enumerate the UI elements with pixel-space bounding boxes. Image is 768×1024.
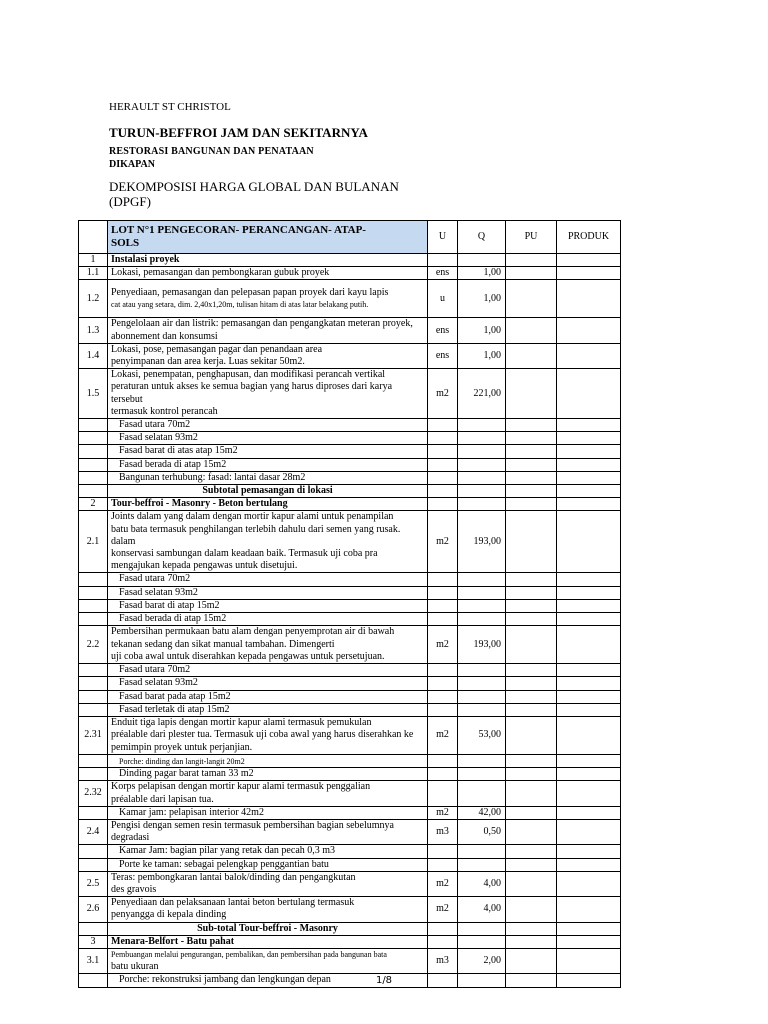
item-product bbox=[557, 613, 621, 626]
table-row bbox=[79, 626, 621, 664]
item-product bbox=[557, 498, 621, 511]
item-unit-price bbox=[506, 717, 557, 755]
item-number: 3.1 bbox=[79, 948, 108, 973]
table-row bbox=[79, 768, 621, 781]
item-quantity bbox=[458, 845, 506, 858]
document-type-line1: DEKOMPOSISI HARGA GLOBAL DAN BULANAN bbox=[109, 179, 399, 194]
item-unit-price bbox=[506, 419, 557, 432]
item-unit-price bbox=[506, 369, 557, 419]
item-description: Dinding pagar barat taman 33 m2 bbox=[108, 768, 428, 781]
item-unit: ens bbox=[428, 343, 458, 368]
table-row bbox=[79, 458, 621, 471]
item-unit: m2 bbox=[428, 897, 458, 922]
table-row bbox=[79, 445, 621, 458]
table-row bbox=[79, 280, 621, 318]
item-unit-price bbox=[506, 586, 557, 599]
item-unit-price bbox=[506, 690, 557, 703]
item-unit-price bbox=[506, 664, 557, 677]
item-product bbox=[557, 922, 621, 935]
item-number: 2.32 bbox=[79, 781, 108, 806]
item-quantity bbox=[458, 573, 506, 586]
item-description: Joints dalam yang dalam dengan mortir kapur alami untuk penampilan batu bata termasuk penghilangan terlebih dahulu dari semen yang rusak. dalam konservasi sambungan dalam keadaan baik. Termasuk uji coba pra mengajukan kepada pengawas untuk disetujui. bbox=[108, 511, 428, 573]
item-number: 2 bbox=[79, 498, 108, 511]
item-quantity bbox=[458, 690, 506, 703]
item-quantity: 193,00 bbox=[458, 511, 506, 573]
item-quantity: 1,00 bbox=[458, 343, 506, 368]
item-unit: m2 bbox=[428, 871, 458, 896]
item-unit bbox=[428, 432, 458, 445]
item-quantity: 4,00 bbox=[458, 871, 506, 896]
item-unit bbox=[428, 845, 458, 858]
item-product bbox=[557, 280, 621, 318]
item-product bbox=[557, 626, 621, 664]
item-product bbox=[557, 935, 621, 948]
item-unit bbox=[428, 254, 458, 267]
item-product bbox=[557, 419, 621, 432]
item-unit-price bbox=[506, 858, 557, 871]
table-row bbox=[79, 613, 621, 626]
item-description: Fasad barat di atap 15m2 bbox=[108, 599, 428, 612]
item-product bbox=[557, 599, 621, 612]
item-quantity bbox=[458, 781, 506, 806]
item-quantity bbox=[458, 586, 506, 599]
item-unit bbox=[428, 419, 458, 432]
item-number bbox=[79, 458, 108, 471]
item-unit-price bbox=[506, 458, 557, 471]
item-product bbox=[557, 343, 621, 368]
item-number bbox=[79, 613, 108, 626]
item-number bbox=[79, 755, 108, 768]
item-quantity bbox=[458, 599, 506, 612]
item-unit-price bbox=[506, 703, 557, 716]
item-product bbox=[557, 445, 621, 458]
item-unit bbox=[428, 755, 458, 768]
item-unit-price bbox=[506, 781, 557, 806]
item-product bbox=[557, 458, 621, 471]
item-description: Porche: rekonstruksi jambang dan lengkungan depan bbox=[108, 974, 428, 987]
item-unit bbox=[428, 485, 458, 498]
item-description: Fasad utara 70m2 bbox=[108, 664, 428, 677]
lot-title: LOT N°1 PENGECORAN- PERANCANGAN- ATAP- SOLS bbox=[108, 221, 428, 254]
item-description: Instalasi proyek bbox=[108, 254, 428, 267]
item-description: Lokasi, penempatan, penghapusan, dan modifikasi perancah vertikal peraturan untuk akses ke semua bagian yang harus diproses dari karya tersebut termasuk kontrol perancah bbox=[108, 369, 428, 419]
item-description: Lokasi, pose, pemasangan pagar dan penandaan area penyimpanan dan area kerja. Luas sekitar 50m2. bbox=[108, 343, 428, 368]
item-unit-price bbox=[506, 613, 557, 626]
item-number bbox=[79, 677, 108, 690]
item-product bbox=[557, 369, 621, 419]
item-number bbox=[79, 768, 108, 781]
item-unit bbox=[428, 613, 458, 626]
item-number: 2.2 bbox=[79, 626, 108, 664]
item-number: 1.1 bbox=[79, 267, 108, 280]
item-description: Pembuangan melalui pengurangan, pembalikan, dan pembersihan pada bangunan bata batu ukuran bbox=[108, 948, 428, 973]
item-quantity bbox=[458, 254, 506, 267]
item-quantity bbox=[458, 471, 506, 484]
col-header-unit: U bbox=[428, 221, 458, 254]
page-number: 1/8 bbox=[375, 975, 393, 986]
item-unit-price bbox=[506, 922, 557, 935]
item-quantity bbox=[458, 755, 506, 768]
table-row bbox=[79, 703, 621, 716]
item-unit-price bbox=[506, 318, 557, 343]
item-description: Fasad barat di atas atap 15m2 bbox=[108, 445, 428, 458]
project-subtitle-line1: RESTORASI BANGUNAN DAN PENATAAN bbox=[109, 146, 314, 157]
item-unit bbox=[428, 586, 458, 599]
item-quantity bbox=[458, 498, 506, 511]
item-product bbox=[557, 858, 621, 871]
item-unit-price bbox=[506, 573, 557, 586]
item-product bbox=[557, 948, 621, 973]
item-description: Penyediaan, pemasangan dan pelepasan papan proyek dari kayu lapis cat atau yang setara, dim. 2,40x1,20m, tulisan hitam di atas latar belakang putih. bbox=[108, 280, 428, 318]
item-unit-price bbox=[506, 445, 557, 458]
item-description: Fasad berada di atap 15m2 bbox=[108, 613, 428, 626]
item-quantity: 53,00 bbox=[458, 717, 506, 755]
table-row bbox=[79, 845, 621, 858]
item-unit-price bbox=[506, 343, 557, 368]
item-number bbox=[79, 922, 108, 935]
item-number: 1.5 bbox=[79, 369, 108, 419]
item-number bbox=[79, 806, 108, 819]
item-number: 1.3 bbox=[79, 318, 108, 343]
item-number bbox=[79, 586, 108, 599]
table-row bbox=[79, 935, 621, 948]
table-row bbox=[79, 267, 621, 280]
item-number bbox=[79, 664, 108, 677]
table-row bbox=[79, 755, 621, 768]
item-unit: m3 bbox=[428, 948, 458, 973]
item-unit bbox=[428, 768, 458, 781]
item-unit bbox=[428, 935, 458, 948]
item-quantity: 0,50 bbox=[458, 819, 506, 844]
item-unit bbox=[428, 445, 458, 458]
item-unit bbox=[428, 664, 458, 677]
item-product bbox=[557, 897, 621, 922]
table-row bbox=[79, 858, 621, 871]
item-quantity: 4,00 bbox=[458, 897, 506, 922]
item-product bbox=[557, 768, 621, 781]
item-quantity: 221,00 bbox=[458, 369, 506, 419]
item-unit: m2 bbox=[428, 717, 458, 755]
item-number: 1.2 bbox=[79, 280, 108, 318]
project-title: TURUN-BEFFROI JAM DAN SEKITARNYA bbox=[109, 125, 368, 140]
item-description: Penyediaan dan pelaksanaan lantai beton bertulang termasuk penyangga di kepala dinding bbox=[108, 897, 428, 922]
header-blank-cell bbox=[79, 221, 108, 254]
item-description: Fasad barat pada atap 15m2 bbox=[108, 690, 428, 703]
item-product bbox=[557, 267, 621, 280]
item-number bbox=[79, 690, 108, 703]
item-quantity: 1,00 bbox=[458, 280, 506, 318]
item-unit: m2 bbox=[428, 626, 458, 664]
item-quantity: 1,00 bbox=[458, 267, 506, 280]
item-product bbox=[557, 318, 621, 343]
item-number: 2.4 bbox=[79, 819, 108, 844]
item-number: 2.5 bbox=[79, 871, 108, 896]
item-quantity bbox=[458, 922, 506, 935]
item-unit bbox=[428, 703, 458, 716]
col-header-unit-price: PU bbox=[506, 221, 557, 254]
item-product bbox=[557, 781, 621, 806]
item-description: Subtotal pemasangan di lokasi bbox=[108, 485, 428, 498]
item-product bbox=[557, 573, 621, 586]
item-number bbox=[79, 471, 108, 484]
item-product bbox=[557, 755, 621, 768]
table-row bbox=[79, 432, 621, 445]
item-number bbox=[79, 445, 108, 458]
item-description: Porche: dinding dan langit-langit 20m2 bbox=[108, 755, 428, 768]
item-product bbox=[557, 586, 621, 599]
item-unit bbox=[428, 858, 458, 871]
item-unit bbox=[428, 573, 458, 586]
item-unit-price bbox=[506, 806, 557, 819]
table-row bbox=[79, 498, 621, 511]
item-description: Porte ke taman: sebagai pelengkap penggantian batu bbox=[108, 858, 428, 871]
item-product bbox=[557, 254, 621, 267]
item-quantity bbox=[458, 613, 506, 626]
table-row bbox=[79, 806, 621, 819]
item-description: Enduit tiga lapis dengan mortir kapur alami termasuk pemukulan préalable dari plester tua. Termasuk uji coba awal yang harus diserahkan ke pemimpin proyek untuk perjanjian. bbox=[108, 717, 428, 755]
item-unit-price bbox=[506, 768, 557, 781]
item-number: 2.6 bbox=[79, 897, 108, 922]
item-unit bbox=[428, 677, 458, 690]
item-description: Korps pelapisan dengan mortir kapur alami termasuk penggalian préalable dari lapisan tua. bbox=[108, 781, 428, 806]
table-row bbox=[79, 897, 621, 922]
item-unit-price bbox=[506, 626, 557, 664]
item-number: 1.4 bbox=[79, 343, 108, 368]
item-product bbox=[557, 677, 621, 690]
item-description: Kamar jam: pelapisan interior 42m2 bbox=[108, 806, 428, 819]
item-description: Teras: pembongkaran lantai balok/dinding dan pengangkutan des gravois bbox=[108, 871, 428, 896]
item-quantity bbox=[458, 458, 506, 471]
item-unit-price bbox=[506, 871, 557, 896]
item-quantity: 193,00 bbox=[458, 626, 506, 664]
item-unit bbox=[428, 498, 458, 511]
item-quantity bbox=[458, 432, 506, 445]
item-number bbox=[79, 485, 108, 498]
item-product bbox=[557, 511, 621, 573]
item-unit: m2 bbox=[428, 369, 458, 419]
item-unit-price bbox=[506, 845, 557, 858]
item-unit bbox=[428, 922, 458, 935]
item-description: Bangunan terhubung: fasad: lantai dasar 28m2 bbox=[108, 471, 428, 484]
item-description: Tour-beffroi - Masonry - Beton bertulang bbox=[108, 498, 428, 511]
table-header-row bbox=[79, 221, 621, 254]
item-unit-price bbox=[506, 511, 557, 573]
item-unit-price bbox=[506, 897, 557, 922]
table-row bbox=[79, 677, 621, 690]
item-unit-price bbox=[506, 677, 557, 690]
table-row bbox=[79, 419, 621, 432]
item-product bbox=[557, 845, 621, 858]
item-product bbox=[557, 717, 621, 755]
table-row bbox=[79, 819, 621, 844]
item-number bbox=[79, 573, 108, 586]
item-quantity bbox=[458, 768, 506, 781]
project-subtitle-line2: DIKAPAN bbox=[109, 159, 155, 170]
item-unit-price bbox=[506, 935, 557, 948]
item-description: Lokasi, pemasangan dan pembongkaran gubuk proyek bbox=[108, 267, 428, 280]
item-number bbox=[79, 858, 108, 871]
item-unit bbox=[428, 458, 458, 471]
item-unit: ens bbox=[428, 318, 458, 343]
table-row bbox=[79, 471, 621, 484]
item-unit-price bbox=[506, 280, 557, 318]
item-number: 2.1 bbox=[79, 511, 108, 573]
item-description: Fasad utara 70m2 bbox=[108, 573, 428, 586]
col-header-product: PRODUK bbox=[557, 221, 621, 254]
item-quantity: 1,00 bbox=[458, 318, 506, 343]
item-quantity bbox=[458, 485, 506, 498]
item-number: 3 bbox=[79, 935, 108, 948]
item-product bbox=[557, 703, 621, 716]
col-header-quantity: Q bbox=[458, 221, 506, 254]
item-quantity bbox=[458, 677, 506, 690]
item-number: 2.31 bbox=[79, 717, 108, 755]
item-unit-price bbox=[506, 267, 557, 280]
item-number bbox=[79, 845, 108, 858]
item-unit-price bbox=[506, 948, 557, 973]
item-number bbox=[79, 432, 108, 445]
item-quantity bbox=[458, 703, 506, 716]
table-row bbox=[79, 485, 621, 498]
item-description: Fasad selatan 93m2 bbox=[108, 677, 428, 690]
item-quantity: 42,00 bbox=[458, 806, 506, 819]
item-quantity bbox=[458, 419, 506, 432]
item-description: Sub-total Tour-beffroi - Masonry bbox=[108, 922, 428, 935]
item-unit: m2 bbox=[428, 511, 458, 573]
table-row bbox=[79, 871, 621, 896]
table-row bbox=[79, 573, 621, 586]
item-quantity bbox=[458, 445, 506, 458]
item-description: Fasad selatan 93m2 bbox=[108, 586, 428, 599]
document-type-line2: (DPGF) bbox=[109, 194, 151, 209]
item-unit-price bbox=[506, 432, 557, 445]
item-quantity: 2,00 bbox=[458, 948, 506, 973]
item-unit-price bbox=[506, 471, 557, 484]
item-number bbox=[79, 703, 108, 716]
item-number: 1 bbox=[79, 254, 108, 267]
table-row bbox=[79, 599, 621, 612]
item-unit-price bbox=[506, 819, 557, 844]
item-number bbox=[79, 599, 108, 612]
item-unit bbox=[428, 599, 458, 612]
item-description: Pengelolaan air dan listrik: pemasangan dan pengangkatan meteran proyek, abonnement dan konsumsi bbox=[108, 318, 428, 343]
table-row bbox=[79, 664, 621, 677]
item-unit: m3 bbox=[428, 819, 458, 844]
item-unit: u bbox=[428, 280, 458, 318]
table-row bbox=[79, 343, 621, 368]
table-row bbox=[79, 922, 621, 935]
item-description: Pengisi dengan semen resin termasuk pembersihan bagian sebelumnya degradasi bbox=[108, 819, 428, 844]
item-product bbox=[557, 664, 621, 677]
item-unit-price bbox=[506, 599, 557, 612]
table-row bbox=[79, 781, 621, 806]
item-unit: ens bbox=[428, 267, 458, 280]
item-unit-price bbox=[506, 498, 557, 511]
item-product bbox=[557, 471, 621, 484]
item-unit-price bbox=[506, 755, 557, 768]
item-quantity bbox=[458, 935, 506, 948]
item-description: Fasad berada di atap 15m2 bbox=[108, 458, 428, 471]
item-unit-price bbox=[506, 254, 557, 267]
item-description: Menara-Belfort - Batu pahat bbox=[108, 935, 428, 948]
item-unit: m2 bbox=[428, 806, 458, 819]
item-product bbox=[557, 690, 621, 703]
item-product bbox=[557, 806, 621, 819]
item-unit bbox=[428, 471, 458, 484]
item-unit bbox=[428, 781, 458, 806]
item-description: Fasad selatan 93m2 bbox=[108, 432, 428, 445]
item-description: Kamar Jam: bagian pilar yang retak dan pecah 0,3 m3 bbox=[108, 845, 428, 858]
table-row bbox=[79, 586, 621, 599]
table-row bbox=[79, 369, 621, 419]
item-description: Fasad terletak di atap 15m2 bbox=[108, 703, 428, 716]
item-quantity bbox=[458, 858, 506, 871]
dpgf-table bbox=[78, 220, 621, 988]
item-product bbox=[557, 485, 621, 498]
item-unit-price bbox=[506, 485, 557, 498]
item-number bbox=[79, 419, 108, 432]
item-description: Fasad utara 70m2 bbox=[108, 419, 428, 432]
table-row bbox=[79, 717, 621, 755]
table-row bbox=[79, 511, 621, 573]
table-row bbox=[79, 318, 621, 343]
item-product bbox=[557, 871, 621, 896]
item-product bbox=[557, 819, 621, 844]
item-quantity bbox=[458, 664, 506, 677]
item-description: Pembersihan permukaan batu alam dengan penyemprotan air di bawah tekanan sedang dan sikat manual tambahan. Dimengerti uji coba awal untuk diserahkan kepada pengawas untuk persetujuan. bbox=[108, 626, 428, 664]
item-product bbox=[557, 432, 621, 445]
table-row bbox=[79, 690, 621, 703]
item-unit bbox=[428, 690, 458, 703]
table-row bbox=[79, 948, 621, 973]
table-row bbox=[79, 254, 621, 267]
project-location: HERAULT ST CHRISTOL bbox=[109, 101, 231, 113]
